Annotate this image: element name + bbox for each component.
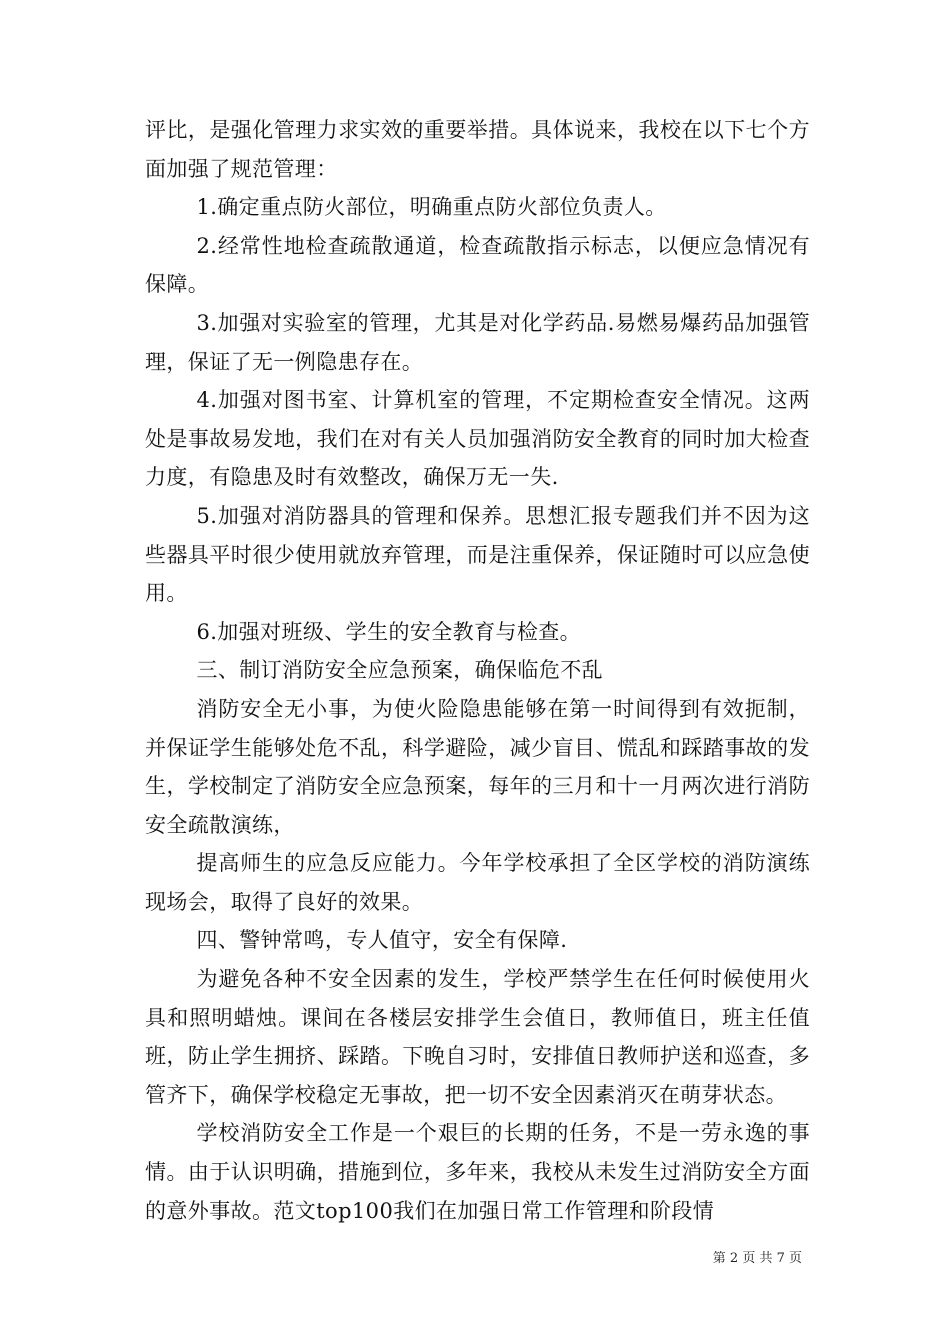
list-item-5: 5.加强对消防器具的管理和保养。思想汇报专题我们并不因为这些器具平时很少使用就放弃管理，而是注重保养，保证随时可以应急使用。 <box>145 503 810 606</box>
paragraph-intro: 评比，是强化管理力求实效的重要举措。具体说来，我校在以下七个方面加强了规范管理： <box>145 118 810 181</box>
section-heading-3: 三、制订消防安全应急预案，确保临危不乱 <box>196 658 604 683</box>
paragraph-drill-results: 提高师生的应急反应能力。今年学校承担了全区学校的消防演练现场会，取得了良好的效果。 <box>145 851 810 914</box>
list-item-6: 6.加强对班级、学生的安全教育与检查。 <box>196 619 582 644</box>
paragraph-emergency-plan: 消防安全无小事，为使火险隐患能够在第一时间得到有效扼制，并保证学生能够处危不乱，科学避险，减少盲目、慌乱和踩踏事故的发生，学校制定了消防安全应急预案，每年的三月和十一月两次进行消防安全疏散演练， <box>145 696 810 837</box>
paragraph-duty-rules: 为避免各种不安全因素的发生，学校严禁学生在任何时候使用火具和照明蜡烛。课间在各楼层安排学生会值日，教师值日，班主任值班，防止学生拥挤、踩踏。下晚自习时，安排值日教师护送和巡查，多管齐下，确保学校稳定无事故，把一切不安全因素消灭在萌芽状态。 <box>145 967 810 1107</box>
list-item-1: 1.确定重点防火部位，明确重点防火部位负责人。 <box>196 195 667 220</box>
document-body <box>145 111 810 1230</box>
section-heading-4: 四、警钟常鸣，专人值守，安全有保障. <box>196 928 568 953</box>
list-item-2: 2.经常性地检查疏散通道，检查疏散指示标志，以便应急情况有保障。 <box>145 233 810 297</box>
list-item-3: 3.加强对实验室的管理，尤其是对化学药品.易燃易爆药品加强管理，保证了无一例隐患存在。 <box>145 310 810 374</box>
page-number-footer: 第 2 页 共 7 页 <box>712 1251 802 1266</box>
paragraph-summary: 学校消防安全工作是一个艰巨的长期的任务，不是一劳永逸的事情。由于认识明确，措施到位，多年来，我校从未发生过消防安全方面的意外事故。范文top100我们在加强日常工作管理和阶段情 <box>145 1121 810 1223</box>
list-item-4: 4.加强对图书室、计算机室的管理，不定期检查安全情况。这两处是事故易发地，我们在对有关人员加强消防安全教育的同时加大检查力度，有隐患及时有效整改，确保万无一失. <box>145 388 810 490</box>
